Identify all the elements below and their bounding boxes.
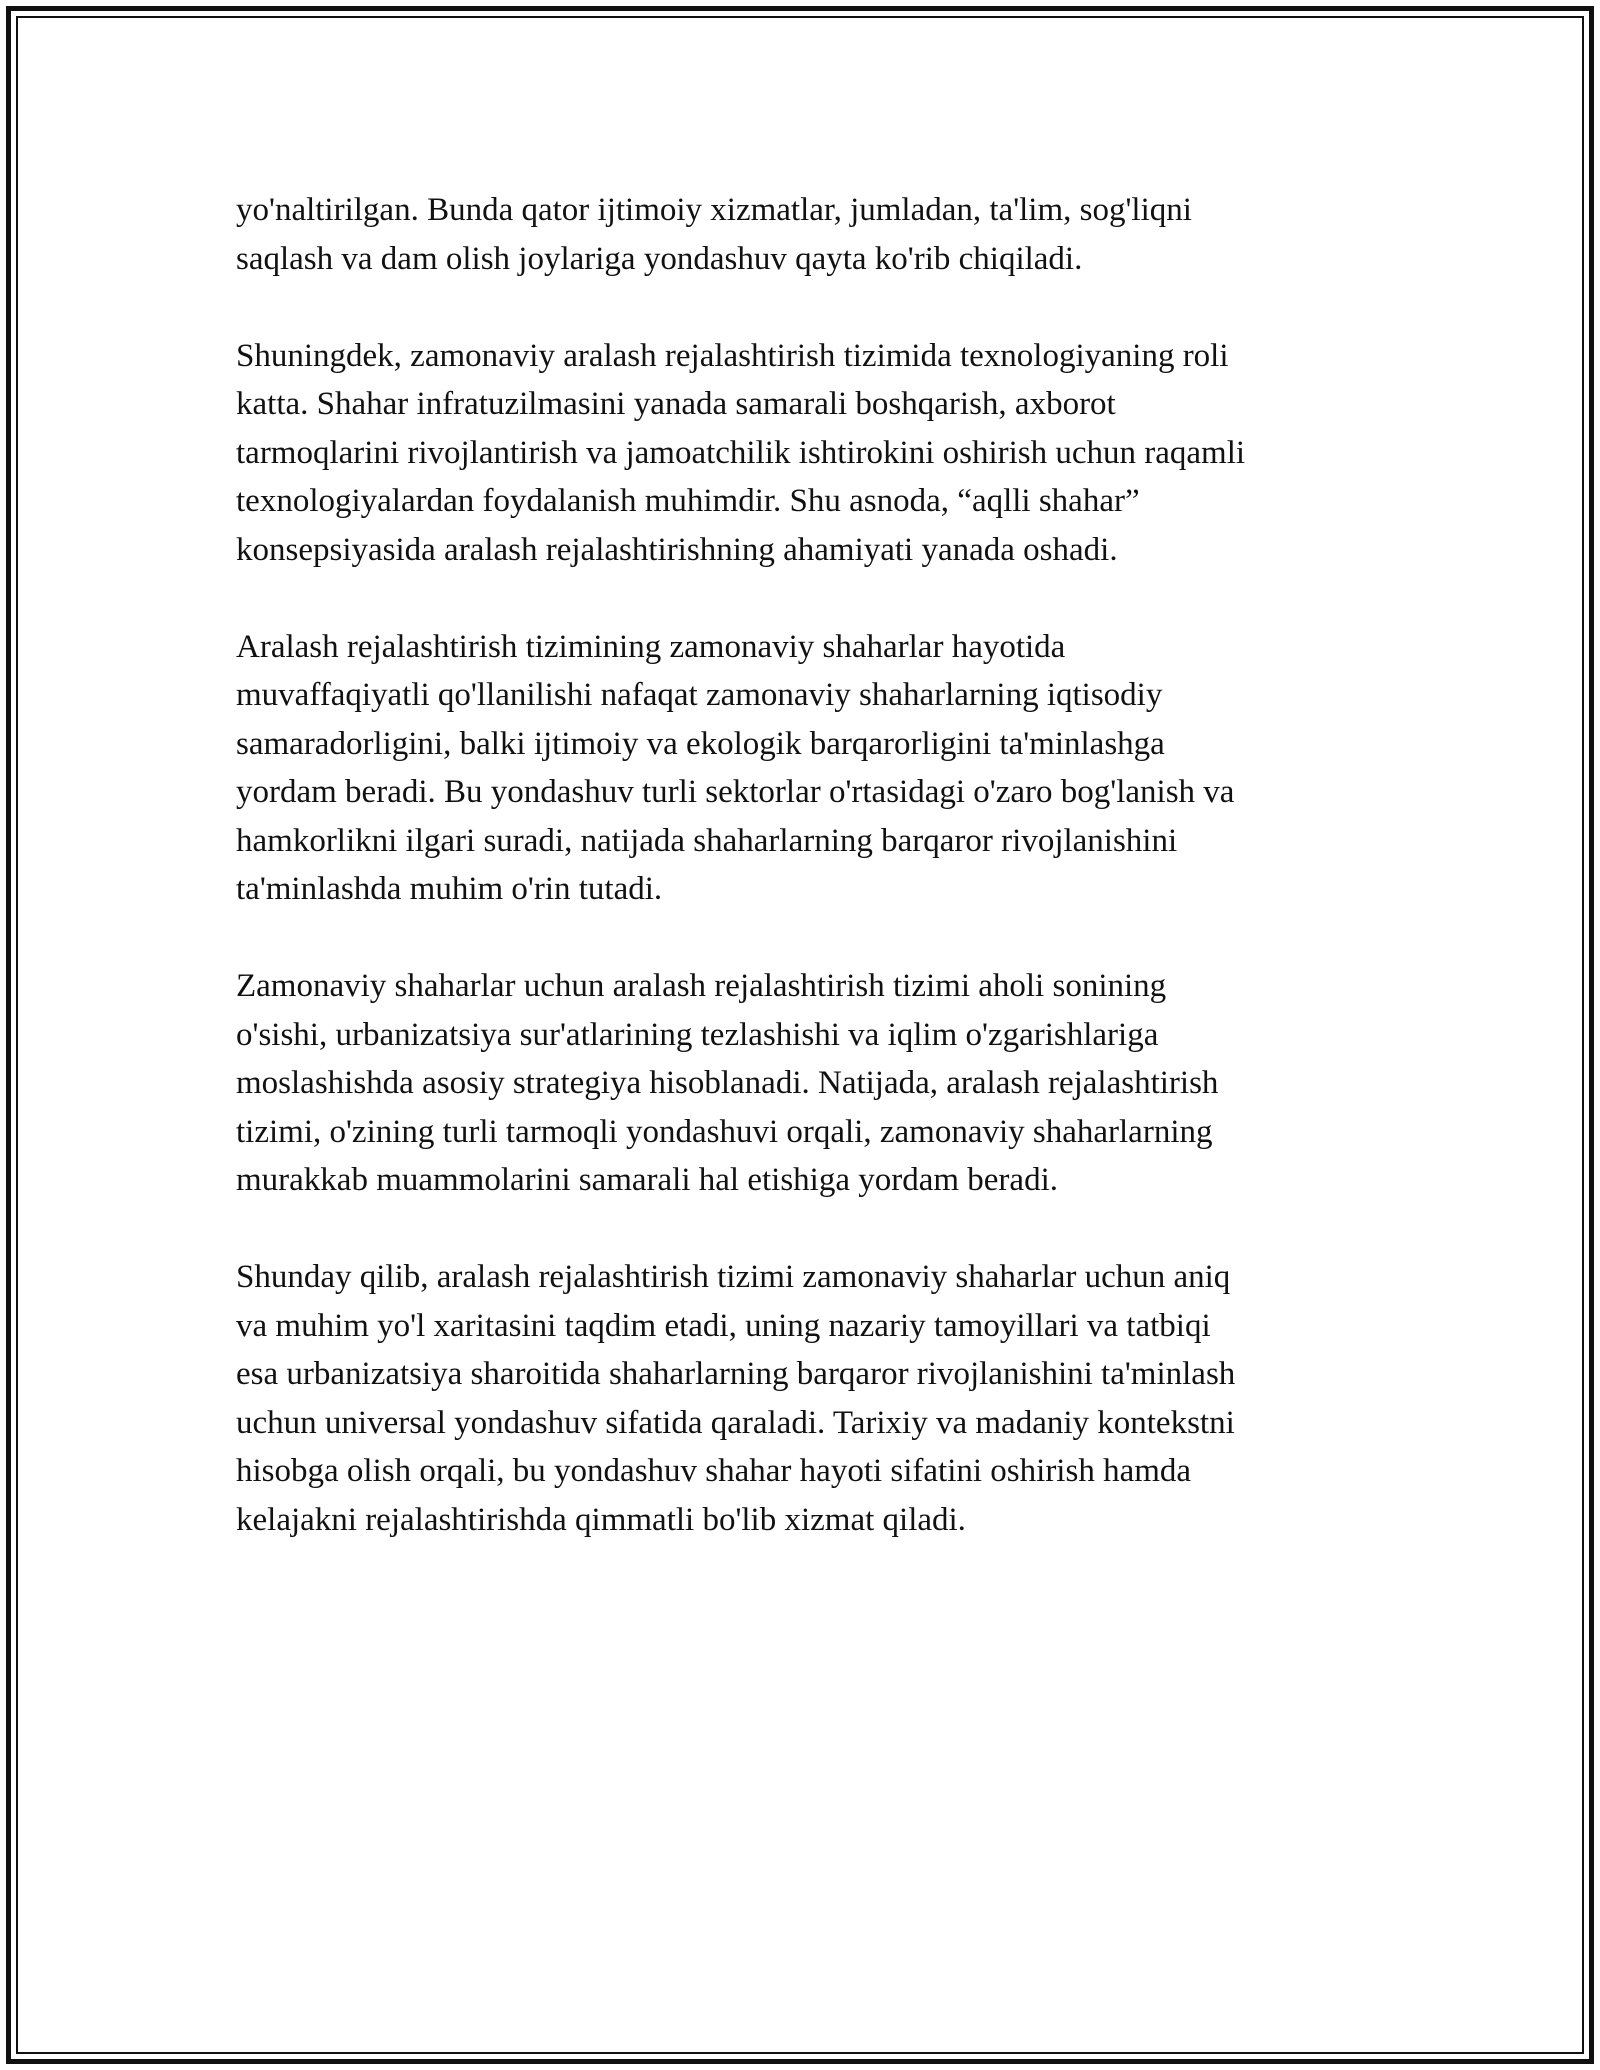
paragraph: [236, 186, 1396, 283]
text-line: Shuningdek, zamonaviy aralash rejalashtirish tizimida texnologiyaning roli: [236, 337, 1229, 374]
text-line: katta. Shahar infratuzilmasini yanada samarali boshqarish, axborot: [236, 386, 1116, 422]
document-body: [236, 186, 1396, 1593]
text-line: muvaffaqiyatli qo'llanilishi nafaqat zamonaviy shaharlarning iqtisodiy: [236, 677, 1163, 713]
text-line: o'sishi, urbanizatsiya sur'atlarining tezlashishi va iqlim o'zgarishlariga: [236, 1016, 1159, 1053]
paragraph: [236, 1253, 1396, 1544]
paragraph: [236, 962, 1396, 1205]
text-line: tarmoqlarini rivojlantirish va jamoatchilik ishtirokini oshirish uchun raqamli: [236, 434, 1246, 471]
text-line: hamkorlikni ilgari suradi, natijada shaharlarning barqaror rivojlanishini: [236, 822, 1178, 859]
text-line: murakkab muammolarini samarali hal etishiga yordam beradi.: [236, 1162, 1058, 1198]
text-line: hisobga olish orqali, bu yondashuv shahar hayoti sifatini oshirish hamda: [236, 1453, 1192, 1489]
text-line: tizimi, o'zining turli tarmoqli yondashuvi orqali, zamonaviy shaharlarning: [236, 1113, 1213, 1150]
text-line: Aralash rejalashtirish tizimining zamonaviy shaharlar hayotida: [236, 628, 1066, 665]
text-line: saqlash va dam olish joylariga yondashuv qayta ko'rib chiqiladi.: [236, 240, 1083, 277]
text-line: samaradorligini, balki ijtimoiy va ekologik barqarorligini ta'minlashga: [236, 725, 1165, 762]
text-line: ta'minlashda muhim o'rin tutadi.: [236, 871, 663, 907]
text-line: Zamonaviy shaharlar uchun aralash rejalashtirish tizimi aholi sonining: [236, 968, 1167, 1004]
text-line: uchun universal yondashuv sifatida qaraladi. Tarixiy va madaniy kontekstni: [236, 1404, 1235, 1441]
text-line: konsepsiyasida aralash rejalashtirishning ahamiyati yanada oshadi.: [236, 531, 1118, 568]
text-line: esa urbanizatsiya sharoitida shaharlarning barqaror rivojlanishini ta'minlash: [236, 1356, 1236, 1392]
text-line: moslashishda asosiy strategiya hisoblanadi. Natijada, aralash rejalashtirish: [236, 1065, 1219, 1101]
text-line: yo'naltirilgan. Bunda qator ijtimoiy xizmatlar, jumladan, ta'lim, sog'liqni: [236, 192, 1192, 228]
text-line: Shunday qilib, aralash rejalashtirish tizimi zamonaviy shaharlar uchun aniq: [236, 1259, 1231, 1295]
text-line: va muhim yo'l xaritasini taqdim etadi, uning nazariy tamoyillari va tatbiqi: [236, 1307, 1211, 1344]
text-line: yordam beradi. Bu yondashuv turli sektorlar o'rtasidagi o'zaro bog'lanish va: [236, 774, 1235, 810]
text-line: kelajakni rejalashtirishda qimmatli bo'lib xizmat qiladi.: [236, 1501, 966, 1538]
paragraph: [236, 332, 1396, 575]
text-line: texnologiyalardan foydalanish muhimdir. Shu asnoda, “aqlli shahar”: [236, 483, 1140, 519]
paragraph: [236, 623, 1396, 914]
